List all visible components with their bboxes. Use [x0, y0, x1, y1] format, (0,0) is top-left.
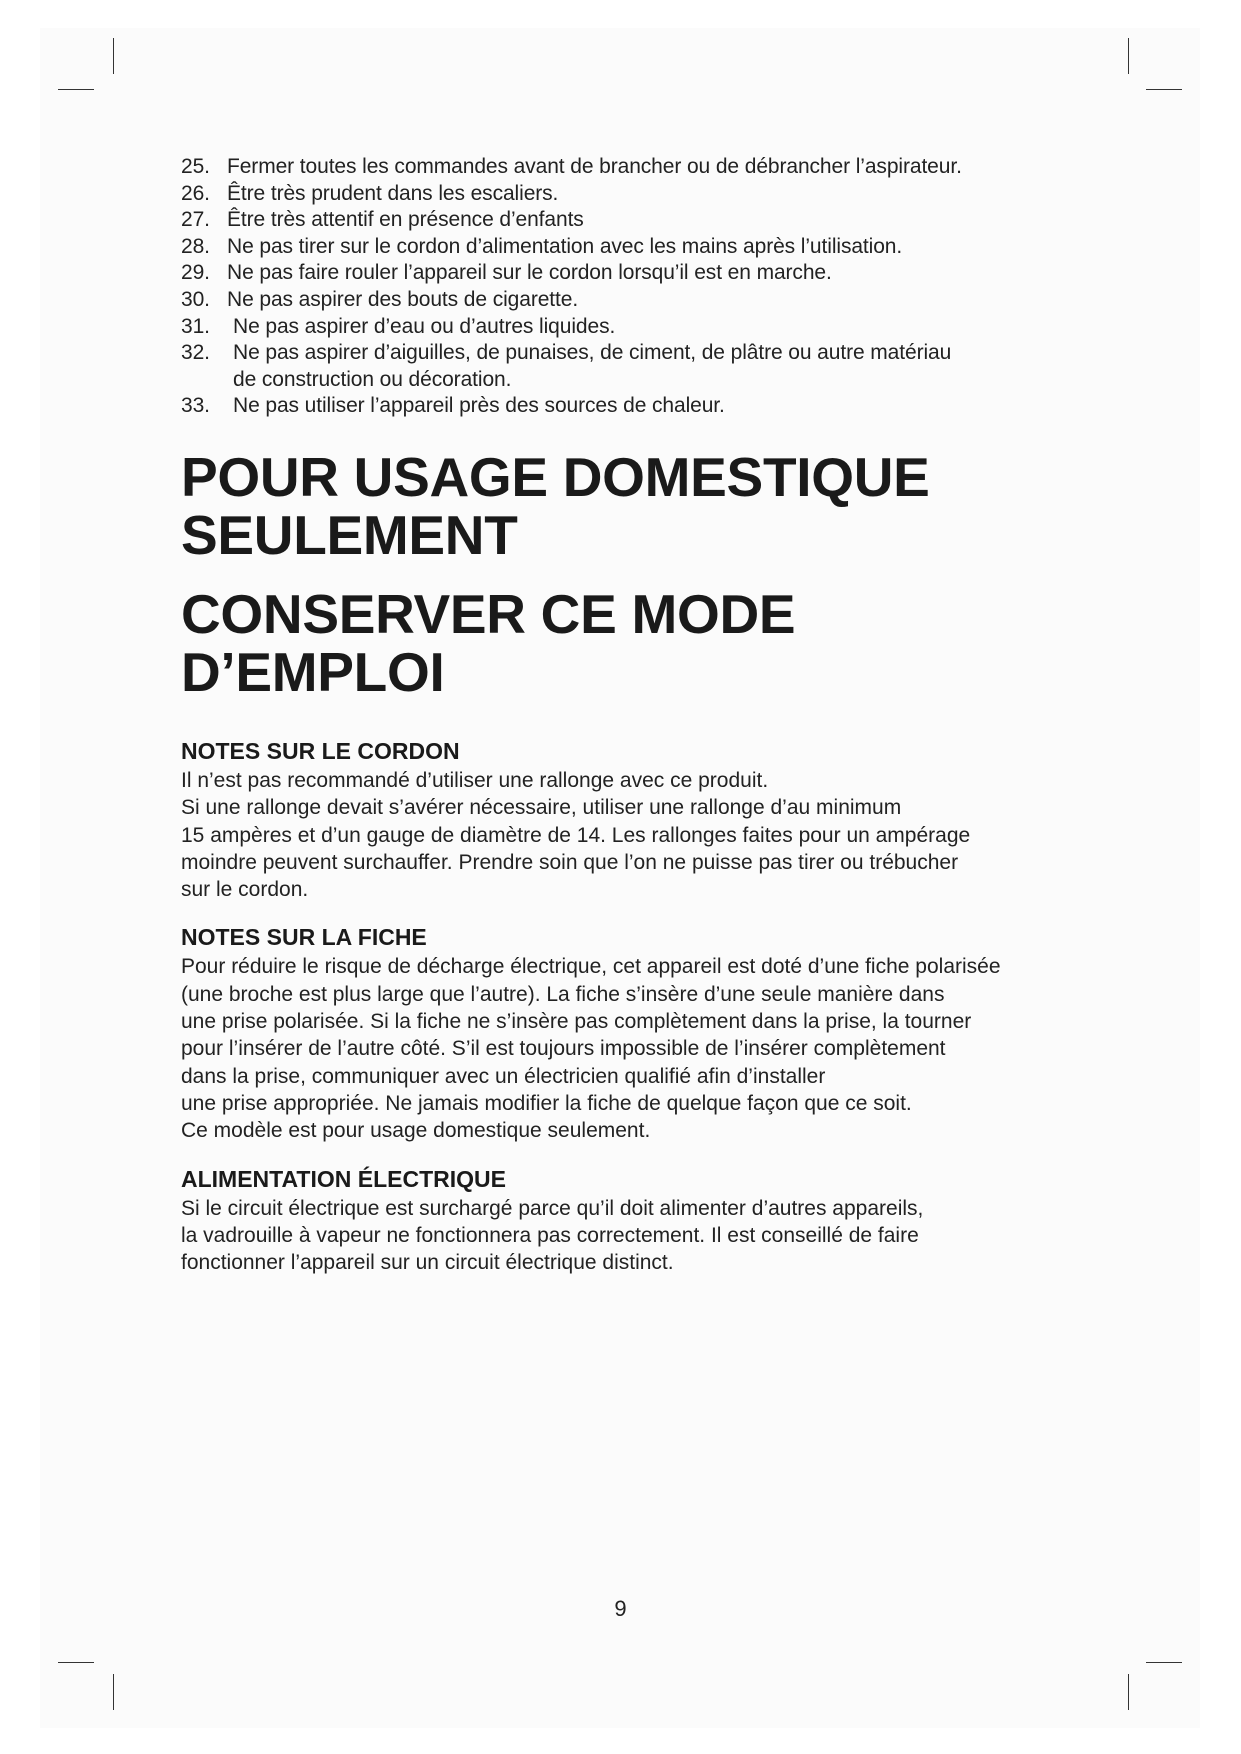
paragraph-line: moindre peuvent surchauffer. Prendre soin que l’on ne puisse pas tirer ou trébucher — [181, 850, 959, 874]
crop-mark-top-right-horizontal — [1146, 89, 1182, 90]
title-household-use-only — [181, 445, 1081, 566]
crop-mark-bottom-left-horizontal — [58, 1662, 94, 1663]
crop-mark-top-left-horizontal — [58, 89, 94, 90]
crop-mark-top-left-vertical — [113, 38, 114, 74]
power-supply-paragraph — [181, 1195, 1081, 1277]
list-item-number: 33. — [181, 394, 210, 418]
paragraph-line: Pour réduire le risque de décharge électrique, cet appareil est doté d’une fiche polarisée — [181, 955, 1001, 979]
page-number: 9 — [614, 1596, 627, 1621]
paragraph-line: Ce modèle est pour usage domestique seulement. — [181, 1119, 651, 1143]
paragraph-line: fonctionner l’appareil sur un circuit électrique distinct. — [181, 1251, 674, 1275]
title-line: SEULEMENT — [181, 503, 518, 566]
paragraph-line: 15 ampères et d’un gauge de diamètre de 14. Les rallonges faites pour un ampérage — [181, 823, 971, 847]
paragraph-line: (une broche est plus large que l’autre). La fiche s’insère d’une seule manière dans — [181, 982, 945, 1006]
list-item — [181, 207, 1081, 234]
list-item-text-wrap — [233, 340, 1081, 393]
plug-notes-paragraph — [181, 953, 1081, 1144]
paragraph-line: la vadrouille à vapeur ne fonctionnera pas correctement. Il est conseillé de faire — [181, 1223, 919, 1247]
list-item-number: 27. — [181, 208, 210, 232]
safety-instructions-list — [181, 154, 1081, 420]
list-item — [181, 154, 1081, 181]
plug-notes-heading: NOTES SUR LA FICHE — [181, 924, 427, 951]
paragraph-line: une prise polarisée. Si la fiche ne s’insère pas complètement dans la prise, la tourner — [181, 1010, 972, 1034]
list-item — [181, 287, 1081, 314]
title-line: D’EMPLOI — [181, 640, 445, 703]
list-item-text: Être très prudent dans les escaliers. — [227, 181, 559, 205]
list-item-text: Ne pas faire rouler l’appareil sur le cordon lorsqu’il est en marche. — [227, 261, 832, 285]
list-item-text: Ne pas aspirer d’aiguilles, de punaises, de ciment, de plâtre ou autre matériau — [233, 341, 952, 365]
crop-mark-bottom-left-vertical — [113, 1674, 114, 1710]
list-item — [181, 234, 1081, 261]
list-item-number: 32. — [181, 341, 210, 365]
paragraph-line: sur le cordon. — [181, 878, 309, 902]
list-item — [181, 393, 1081, 420]
title-line: POUR USAGE DOMESTIQUE — [181, 445, 930, 508]
list-item-text: Fermer toutes les commandes avant de brancher ou de débrancher l’aspirateur. — [227, 155, 962, 178]
paragraph-line: une prise appropriée. Ne jamais modifier la fiche de quelque façon que ce soit. — [181, 1091, 912, 1115]
title-save-instructions — [181, 582, 1081, 703]
list-item-text: Ne pas aspirer des bouts de cigarette. — [227, 287, 579, 311]
list-item-text: Être très attentif en présence d’enfants — [227, 208, 584, 232]
list-item-text: Ne pas utiliser l’appareil près des sources de chaleur. — [233, 394, 725, 418]
power-supply-heading: ALIMENTATION ÉLECTRIQUE — [181, 1165, 506, 1192]
list-item — [181, 260, 1081, 287]
crop-mark-bottom-right-horizontal — [1146, 1662, 1182, 1663]
list-item-number: 28. — [181, 234, 210, 258]
paragraph-line: Il n’est pas recommandé d’utiliser une rallonge avec ce produit. — [181, 768, 769, 792]
list-item-number: 26. — [181, 181, 210, 205]
list-item-number: 31. — [181, 314, 210, 338]
list-item-number: 25. — [181, 155, 210, 178]
page-content — [181, 154, 1081, 1276]
list-item-number: 29. — [181, 261, 210, 285]
crop-mark-bottom-right-vertical — [1128, 1674, 1129, 1710]
list-item — [181, 340, 1081, 393]
paragraph-line: dans la prise, communiquer avec un électricien qualifié afin d’installer — [181, 1064, 826, 1088]
list-item — [181, 314, 1081, 341]
list-item-text-continued: de construction ou décoration. — [233, 367, 512, 391]
list-item-text: Ne pas aspirer d’eau ou d’autres liquides. — [233, 314, 616, 338]
list-item-text: Ne pas tirer sur le cordon d’alimentation avec les mains après l’utilisation. — [227, 234, 903, 258]
cord-notes-heading: NOTES SUR LE CORDON — [181, 737, 460, 764]
list-item-number: 30. — [181, 287, 210, 311]
list-item — [181, 181, 1081, 208]
cord-notes-paragraph — [181, 767, 1081, 903]
crop-mark-top-right-vertical — [1128, 38, 1129, 74]
title-line: CONSERVER CE MODE — [181, 582, 796, 645]
paragraph-line: Si le circuit électrique est surchargé parce qu’il doit alimenter d’autres appareils, — [181, 1196, 924, 1220]
paragraph-line: pour l’insérer de l’autre côté. S’il est toujours impossible de l’insérer complètement — [181, 1037, 946, 1061]
paragraph-line: Si une rallonge devait s’avérer nécessaire, utiliser une rallonge d’au minimum — [181, 796, 902, 820]
